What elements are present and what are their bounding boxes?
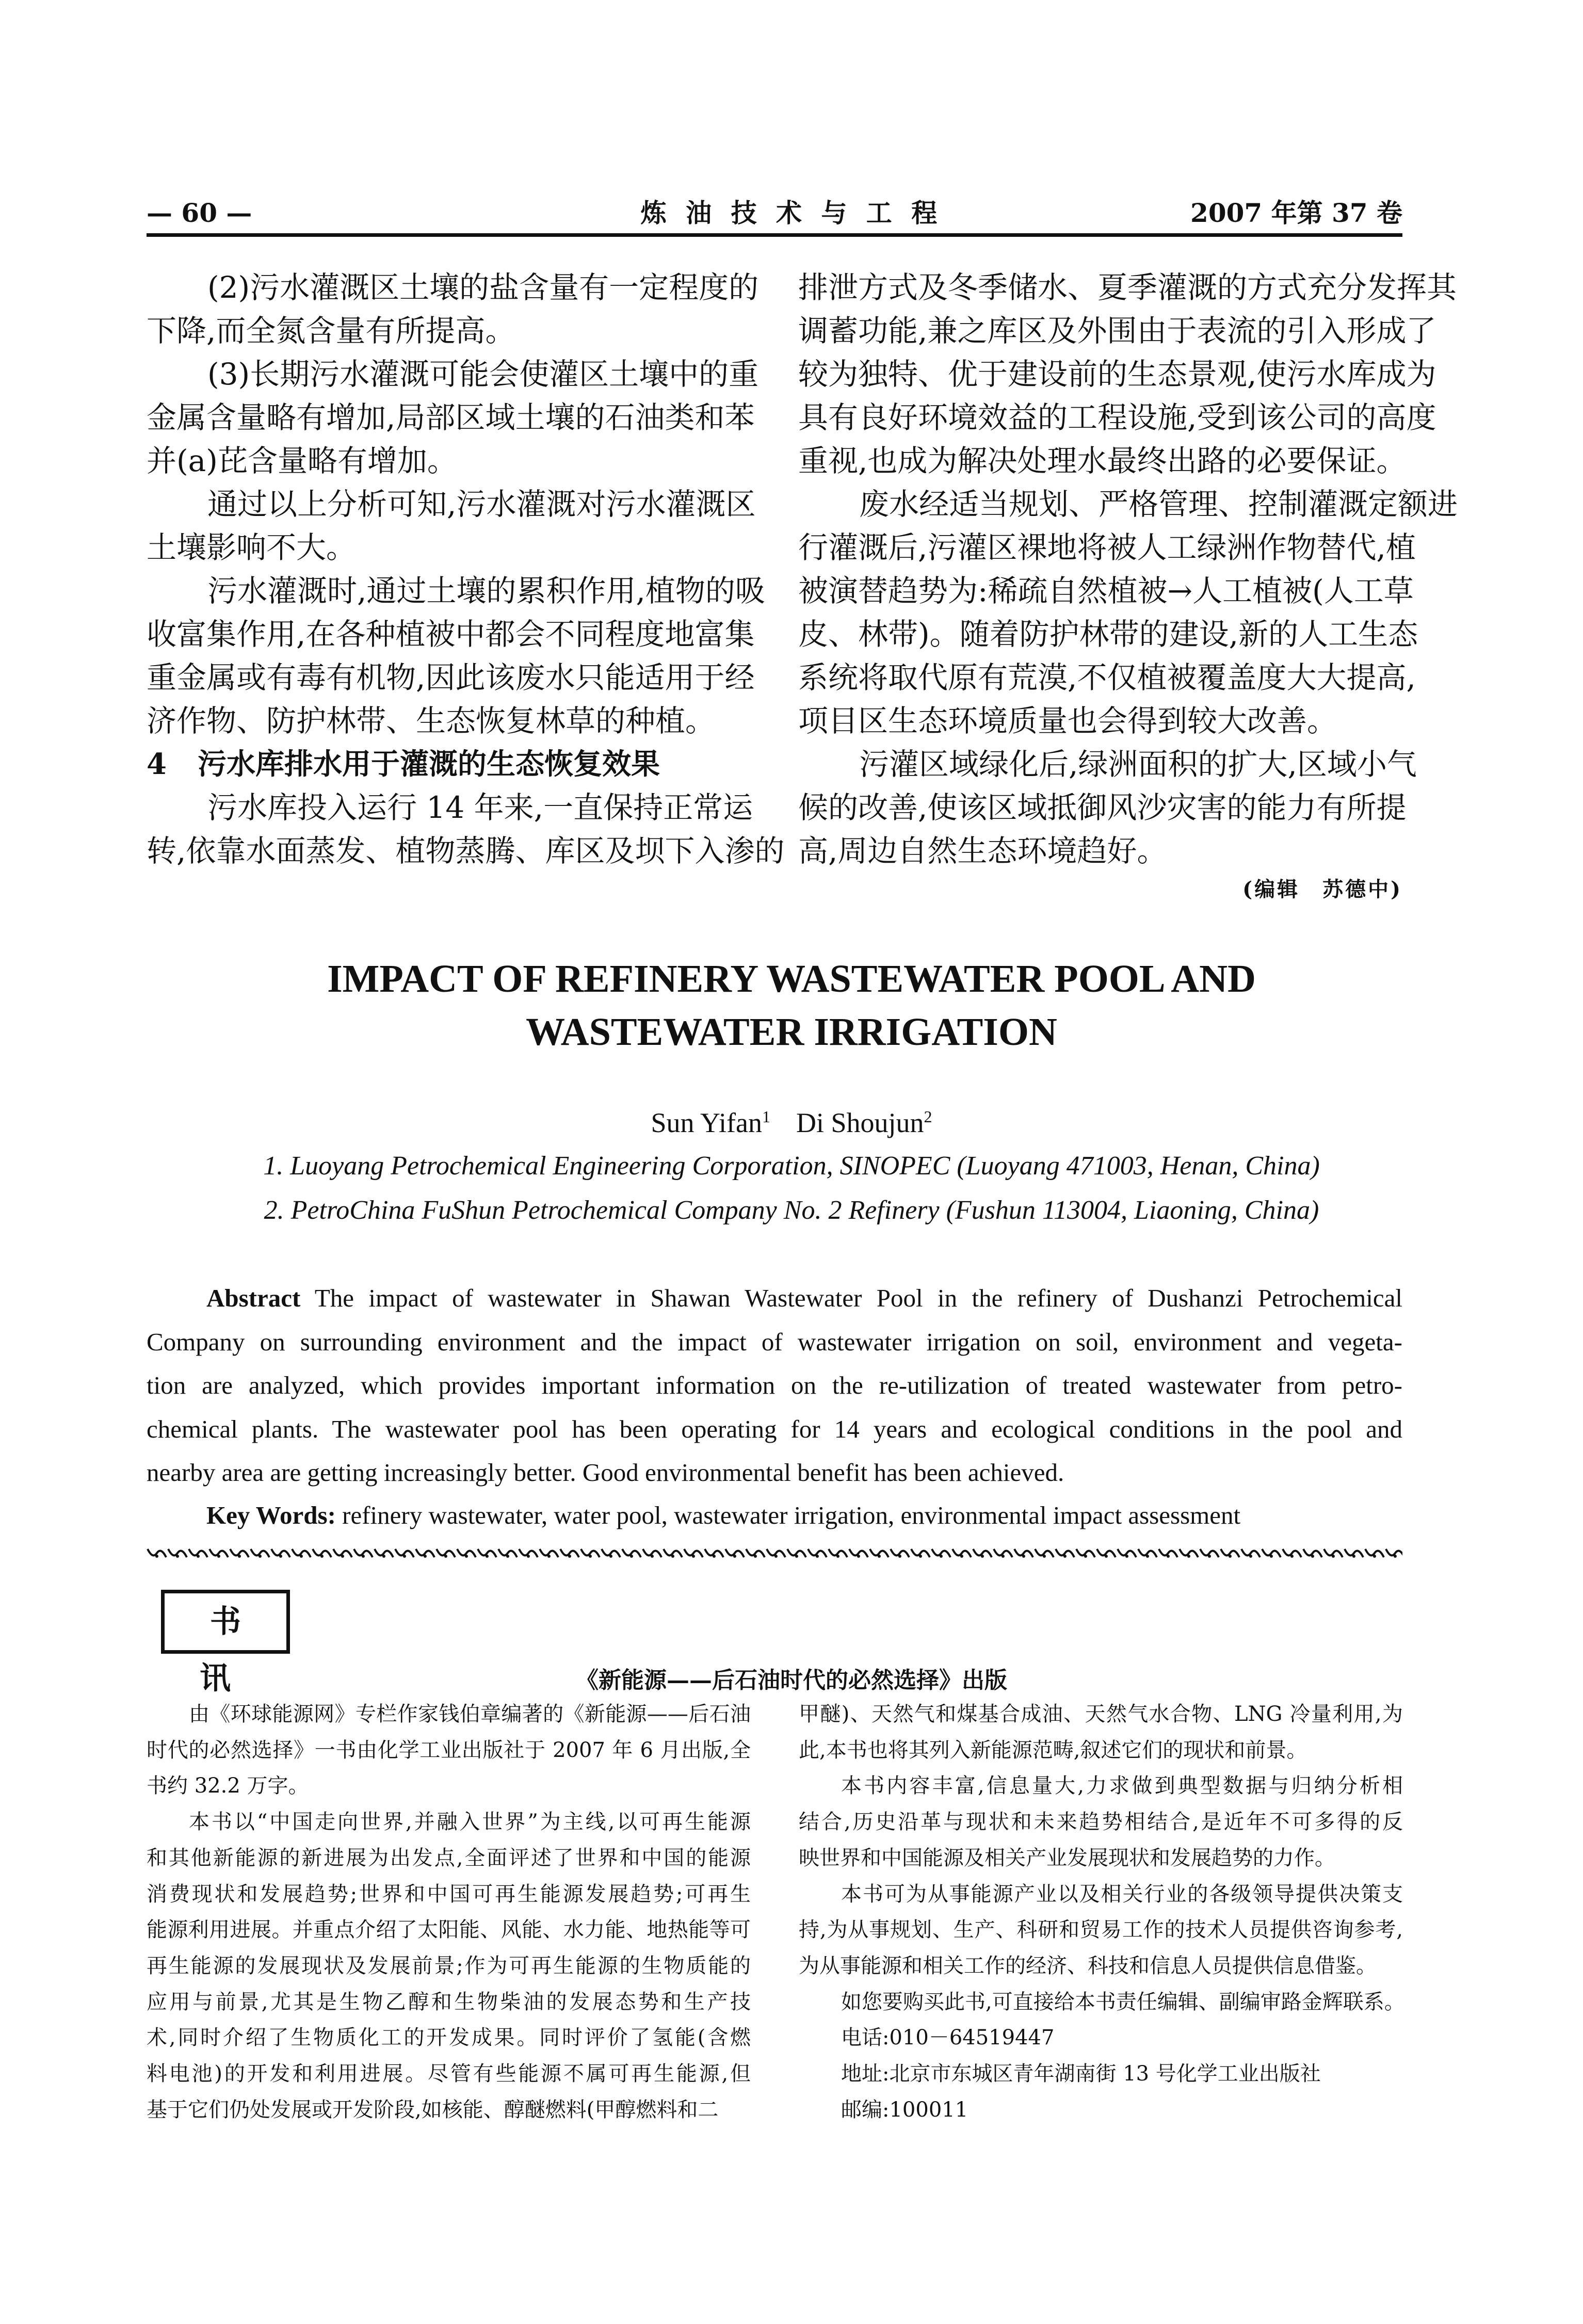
text-line: 再生能源的发展现状及发展前景;作为可再生能源的生物质能的: [147, 1954, 751, 1978]
editor-credit: (编辑 苏德中): [1242, 877, 1402, 901]
right-column: [798, 266, 1458, 873]
text-line: 金属含量略有增加,局部区域土壤的石油类和苯: [147, 400, 755, 435]
section-title: 污水库排水用于灌溉的生态恢复效果: [197, 747, 660, 781]
affiliation-2: 2. PetroChina FuShun Petrochemical Company No. 2 Refinery (Fushun 113004, Liaoning, China): [264, 1196, 1319, 1225]
text-line: 济作物、防护林带、生态恢复林草的种植。: [147, 703, 716, 738]
text-line: 时代的必然选择》一书由化学工业出版社于 2007 年 6 月出版,全: [147, 1738, 751, 1762]
text-line: 此,本书也将其列入新能源范畴,叙述它们的现状和前景。: [799, 1738, 1307, 1762]
book-news-right-column: [799, 1697, 1403, 2128]
text-line: 并(a)芘含量略有增加。: [147, 443, 457, 478]
text-line: (3)长期污水灌溉可能会使灌区土壤中的重: [207, 357, 759, 392]
abstract-label: Abstract: [206, 1284, 301, 1312]
text-line: 转,依靠水面蒸发、植物蒸腾、库区及坝下入渗的: [147, 833, 785, 868]
text-line: 本书内容丰富,信息量大,力求做到典型数据与归纳分析相: [841, 1774, 1403, 1798]
text-line: 本书可为从事能源产业以及相关行业的各级领导提供决策支: [841, 1882, 1403, 1906]
text-line: 排泄方式及冬季储水、夏季灌溉的方式充分发挥其: [798, 270, 1457, 305]
text-line: 皮、林带)。随着防护林带的建设,新的人工生态: [798, 617, 1418, 652]
text-line: 消费现状和发展趋势;世界和中国可再生能源发展趋势;可再生: [147, 1882, 751, 1906]
abstract: [147, 1277, 1402, 1495]
journal-name: 炼 油 技 术 与 工 程: [640, 198, 943, 228]
text-line: 基于它们仍处发展或开发阶段,如核能、醇醚燃料(甲醇燃料和二: [147, 2097, 719, 2122]
text-line: (2)污水灌溉区土壤的盐含量有一定程度的: [207, 270, 759, 305]
text-line: 污水库投入运行 14 年来,一直保持正常运: [207, 790, 753, 825]
page-number: — 60 —: [147, 198, 252, 228]
text-line: 通过以上分析可知,污水灌溉对污水灌溉区: [207, 487, 756, 522]
text-line: 由《环球能源网》专栏作家钱伯章编著的《新能源——后石油: [189, 1702, 751, 1726]
text-line: 本书以“中国走向世界,并融入世界”为主线,以可再生能源: [189, 1810, 751, 1834]
text-line: 术,同时介绍了生物质化工的开发成果。同时评价了氢能(含燃: [147, 2026, 751, 2050]
book-news-left-paragraphs: [147, 1697, 751, 2128]
text-line: 污水灌溉时,通过土壤的累积作用,植物的吸: [207, 573, 765, 608]
left-column-after-heading: [147, 786, 785, 873]
keywords-label: Key Words:: [206, 1501, 336, 1529]
right-column-paragraphs: [798, 266, 1458, 873]
text-line: 行灌溉后,污灌区裸地将被人工绿洲作物替代,植: [798, 530, 1416, 565]
abstract-line: chemical plants. The wastewater pool has been operating for 14 years and ecological conditions in the pool and: [147, 1414, 1402, 1443]
text-line: 调蓄功能,兼之库区及外围由于表流的引入形成了: [798, 313, 1436, 348]
abstract-line: nearby area are getting increasingly better. Good environmental benefit has been achieved.: [147, 1458, 1064, 1487]
text-line: 系统将取代原有荒漠,不仅植被覆盖度大大提高,: [798, 660, 1416, 695]
authors: [0, 1107, 1583, 1139]
text-line: 为从事能源和相关工作的经济、科技和信息人员提供信息借鉴。: [799, 1954, 1377, 1978]
text-line: 废水经适当规划、严格管理、控制灌溉定额进: [859, 487, 1458, 522]
text-line: 能源利用进展。并重点介绍了太阳能、风能、水力能、地热能等可: [147, 1918, 751, 1942]
abstract-text: The impact of wastewater in Shawan Wastewater Pool in the refinery of Dushanzi Petrochemical: [314, 1284, 1402, 1312]
header-rule: [147, 233, 1402, 237]
text-line: 候的改善,使该区域抵御风沙灾害的能力有所提: [798, 790, 1407, 825]
abstract-line: Company on surrounding environment and the impact of wastewater irrigation on soil, environment and vegeta-: [147, 1327, 1402, 1356]
text-line: 如您要购买此书,可直接给本书责任编辑、副编审路金辉联系。: [841, 1990, 1405, 2014]
book-news-right-paragraphs: [799, 1697, 1403, 2128]
text-line: 下降,而全氮含量有所提高。: [147, 313, 515, 348]
text-line: 污灌区域绿化后,绿洲面积的扩大,区域小气: [859, 747, 1417, 782]
book-news-box: 书讯: [161, 1590, 290, 1654]
left-column-paragraphs: [147, 266, 765, 743]
text-line: 较为独特、优于建设前的生态景观,使污水库成为: [798, 357, 1436, 392]
text-line: 书约 32.2 万字。: [147, 1774, 309, 1798]
text-line: 料电池)的开发和利用进展。尽管有些能源不属可再生能源,但: [147, 2062, 751, 2086]
text-line: 具有良好环境效益的工程设施,受到该公司的高度: [798, 400, 1436, 435]
affiliation-1: 1. Luoyang Petrochemical Engineering Corporation, SINOPEC (Luoyang 471003, Henan, China): [263, 1151, 1320, 1181]
text-line: 重视,也成为解决处理水最终出路的必要保证。: [798, 443, 1407, 478]
text-line: 高,周边自然生态环境趋好。: [798, 833, 1167, 868]
book-news-title: 《新能源——后石油时代的必然选择》出版: [576, 1667, 1007, 1693]
section-heading: [147, 743, 751, 786]
section-number: 4: [147, 747, 167, 781]
text-line: 甲醚)、天然气和煤基合成油、天然气水合物、LNG 冷量利用,为: [799, 1702, 1403, 1726]
keywords-text: refinery wastewater, water pool, wastewater irrigation, environmental impact assessment: [342, 1501, 1241, 1529]
author-2: Di Shoujun: [796, 1107, 924, 1138]
text-line: 重金属或有毒有机物,因此该废水只能适用于经: [147, 660, 755, 695]
text-line: 结合,历史沿革与现状和未来趋势相结合,是近年不可多得的反: [799, 1810, 1403, 1834]
english-title-line-1: IMPACT OF REFINERY WASTEWATER POOL AND: [327, 957, 1256, 1000]
text-line: 邮编:100011: [841, 2097, 968, 2122]
text-line: 被演替趋势为:稀疏自然植被→人工植被(人工草: [798, 573, 1414, 608]
author-2-affil: 2: [924, 1107, 932, 1126]
decorative-wave-border: [147, 1546, 1402, 1560]
text-line: 地址:北京市东城区青年湖南街 13 号化学工业出版社: [841, 2062, 1321, 2086]
english-title-line-2: WASTEWATER IRRIGATION: [526, 1010, 1057, 1054]
book-news-left-column: [147, 1697, 751, 2128]
author-1: Sun Yifan: [651, 1107, 762, 1138]
text-line: 和其他新能源的新进展为出发点,全面评述了世界和中国的能源: [147, 1846, 751, 1870]
text-line: 映世界和中国能源及相关产业发展现状和发展趋势的力作。: [799, 1846, 1335, 1870]
issue-info: 2007 年第 37 卷: [1190, 198, 1402, 228]
text-line: 项目区生态环境质量也会得到较大改善。: [798, 703, 1337, 738]
abstract-line: tion are analyzed, which provides important information on the re-utilization of treated wastewater from petro-: [147, 1371, 1402, 1399]
text-line: 收富集作用,在各种植被中都会不同程度地富集: [147, 617, 755, 652]
left-column: [147, 266, 785, 873]
author-1-affil: 1: [762, 1107, 770, 1126]
text-line: 持,为从事规划、生产、科研和贸易工作的技术人员提供咨询参考,: [799, 1918, 1403, 1942]
abstract-line: [147, 1277, 1402, 1320]
text-line: 电话:010－64519447: [841, 2026, 1055, 2050]
text-line: 土壤影响不大。: [147, 530, 357, 565]
text-line: 应用与前景,尤其是生物乙醇和生物柴油的发展态势和生产技: [147, 1990, 751, 2014]
keywords: [206, 1494, 1240, 1537]
